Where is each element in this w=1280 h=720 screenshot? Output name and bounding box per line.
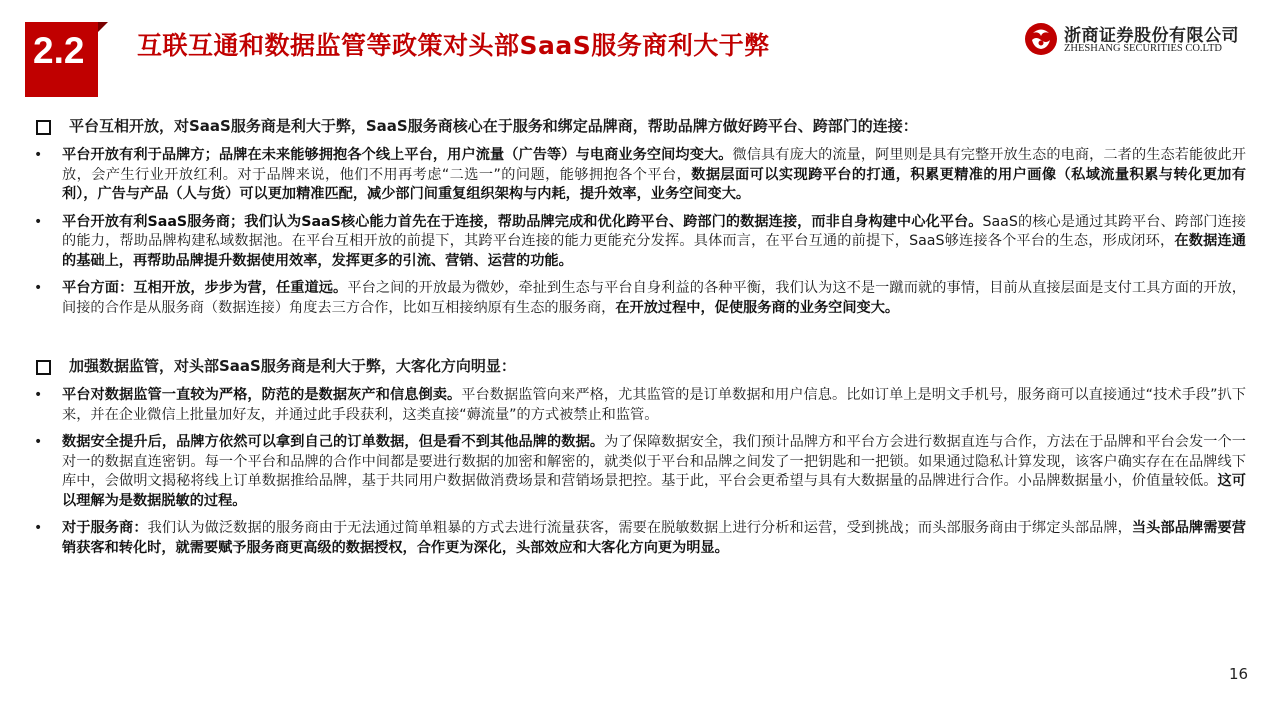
bullet-bold-text: 数据安全提升后，品牌方依然可以拿到自己的订单数据，但是看不到其他品牌的数据。 <box>62 434 605 450</box>
bullet-bold-text: 对于服务商： <box>62 520 148 536</box>
bullet-item <box>28 213 1246 272</box>
page-number: 16 <box>1229 665 1249 683</box>
section-heading-text: 平台互相开放，对SaaS服务商是利大于弊，SaaS服务商核心在于服务和绑定品牌商，帮助品牌方做好跨平台、跨部门的连接： <box>69 117 918 135</box>
bullet-text <box>62 279 1246 318</box>
bullet-bold-text: 平台开放有利SaaS服务商；我们认为SaaS核心能力首先在于连接，帮助品牌完成和优化跨平台、跨部门的数据连接，而非自身构建中心化平台。 <box>62 213 983 230</box>
company-logo <box>1024 20 1256 64</box>
bullet-item <box>28 146 1246 205</box>
logo-english-name: ZHESHANG SECURITIES CO.LTD <box>1064 43 1222 54</box>
bullet-plain-text: 平台之间的开放最为微妙，牵扯到生态与平台自身利益的各种平衡，我们认为这不是一蹴而就的事情，目前从直接层面是支付工具方面的开放，间接的合作是从服务商（数据连接）角度去三方合作，比如互相接纳原有生态的服务商， <box>62 280 1246 316</box>
section-number-badge: 2.2 <box>25 22 98 97</box>
square-bullet-icon <box>36 120 51 135</box>
bullet-item <box>28 279 1246 318</box>
bullet-bold-text: 数据层面可以实现跨平台的打通，积累更精准的用户画像（私域流量积累与转化更加有利），广告与产品（人与货）可以更加精准匹配，减少部门间重复组织架构与内耗，提升效率，业务空间变大。 <box>62 166 1246 202</box>
bullet-plain-text: SaaS的核心是通过其跨平台、跨部门连接的能力，帮助品牌构建私域数据池。在平台互相开放的前提下，其跨平台连接的能力更能充分发挥。具体而言，在平台互通的前提下，SaaS够连接各个平台的生态，形成闭环， <box>62 213 1246 249</box>
bullet-dot-icon: • <box>34 520 43 536</box>
bullet-plain-text: 为了保障数据安全，我们预计品牌方和平台方会进行数据直连与合作，方法在于品牌和平台会发一个一对一的数据直连密钥。每一个平台和品牌的合作中间都是要进行数据的加密和解密的，就类似于平台和品牌之间发了一把钥匙和一把锁。如果通过隐私计算发现，该客户确实存在在品牌线下库中，会做明文揭秘将线上订单数据推给品牌，基于共同用户数据做消费场景和营销场景把控。基于此，平台会更希望与具有大数据量的品牌进行合作。小品牌数据量小，价值量较低。 <box>62 434 1246 489</box>
bullet-bold-text: 在数据连通的基础上，再帮助品牌提升数据使用效率，发挥更多的引流、营销、运营的功能。 <box>62 233 1246 269</box>
bullet-item <box>28 386 1246 425</box>
bullet-plain-text: 平台数据监管向来严格，尤其监管的是订单数据和用户信息。比如订单上是明文手机号，服务商可以直接通过“技术手段”扒下来，并在企业微信上批量加好友，并通过此手段获利，这类直接“薅流量”的方式被禁止和监管。 <box>62 387 1246 423</box>
square-bullet-icon <box>36 360 51 375</box>
bullet-bold-text: 在开放过程中，促使服务商的业务空间变大。 <box>615 299 900 316</box>
bullet-text <box>62 146 1246 205</box>
bullet-bold-text: 平台开放有利于品牌方；品牌在未来能够拥抱各个线上平台，用户流量（广告等）与电商业务空间均变大。 <box>62 147 733 163</box>
bullet-text <box>62 433 1246 511</box>
zheshang-logo-icon <box>1024 22 1058 56</box>
bullet-bold-text: 当头部品牌需要营销获客和转化时，就需要赋予服务商更高级的数据授权，合作更为深化，头部效应和大客化方向更为明显。 <box>62 520 1246 556</box>
bullet-item <box>28 519 1246 558</box>
slide-title: 互联互通和数据监管等政策对头部SaaS服务商利大于弊 <box>137 31 770 60</box>
slide-header <box>0 0 1280 100</box>
bullet-plain-text: 微信具有庞大的流量，阿里则是具有完整开放生态的电商，二者的生态若能彼此开放，会产生行业开放红利。对于品牌来说，他们不用再考虑“二选一”的问题，能够拥抱各个平台， <box>62 147 1246 183</box>
section-heading <box>28 356 1246 377</box>
bullet-item <box>28 433 1246 511</box>
bullet-dot-icon: • <box>34 280 43 296</box>
bullet-text <box>62 519 1246 558</box>
bullet-dot-icon: • <box>34 434 43 450</box>
bullet-dot-icon: • <box>34 147 43 163</box>
bullet-bold-text: 这可以理解为是数据脱敏的过程。 <box>62 473 1246 509</box>
bullet-dot-icon: • <box>34 213 43 230</box>
slide-content <box>28 116 1246 558</box>
section-heading <box>28 116 1246 137</box>
bullet-bold-text: 平台方面：互相开放，步步为营，任重道远。 <box>62 280 348 296</box>
bullet-text <box>62 386 1246 425</box>
logo-chinese-name: 浙商证券股份有限公司 <box>1064 26 1239 46</box>
bullet-plain-text: 我们认为做泛数据的服务商由于无法通过简单粗暴的方式去进行流量获客，需要在脱敏数据上进行分析和运营，受到挑战；而头部服务商由于绑定头部品牌， <box>147 520 1132 536</box>
bullet-bold-text: 平台对数据监管一直较为严格，防范的是数据灰产和信息倒卖。 <box>62 387 462 403</box>
bullet-dot-icon: • <box>34 387 43 403</box>
section-heading-text: 加强数据监管，对头部SaaS服务商是利大于弊，大客化方向明显： <box>69 357 516 375</box>
bullet-text <box>62 213 1246 272</box>
